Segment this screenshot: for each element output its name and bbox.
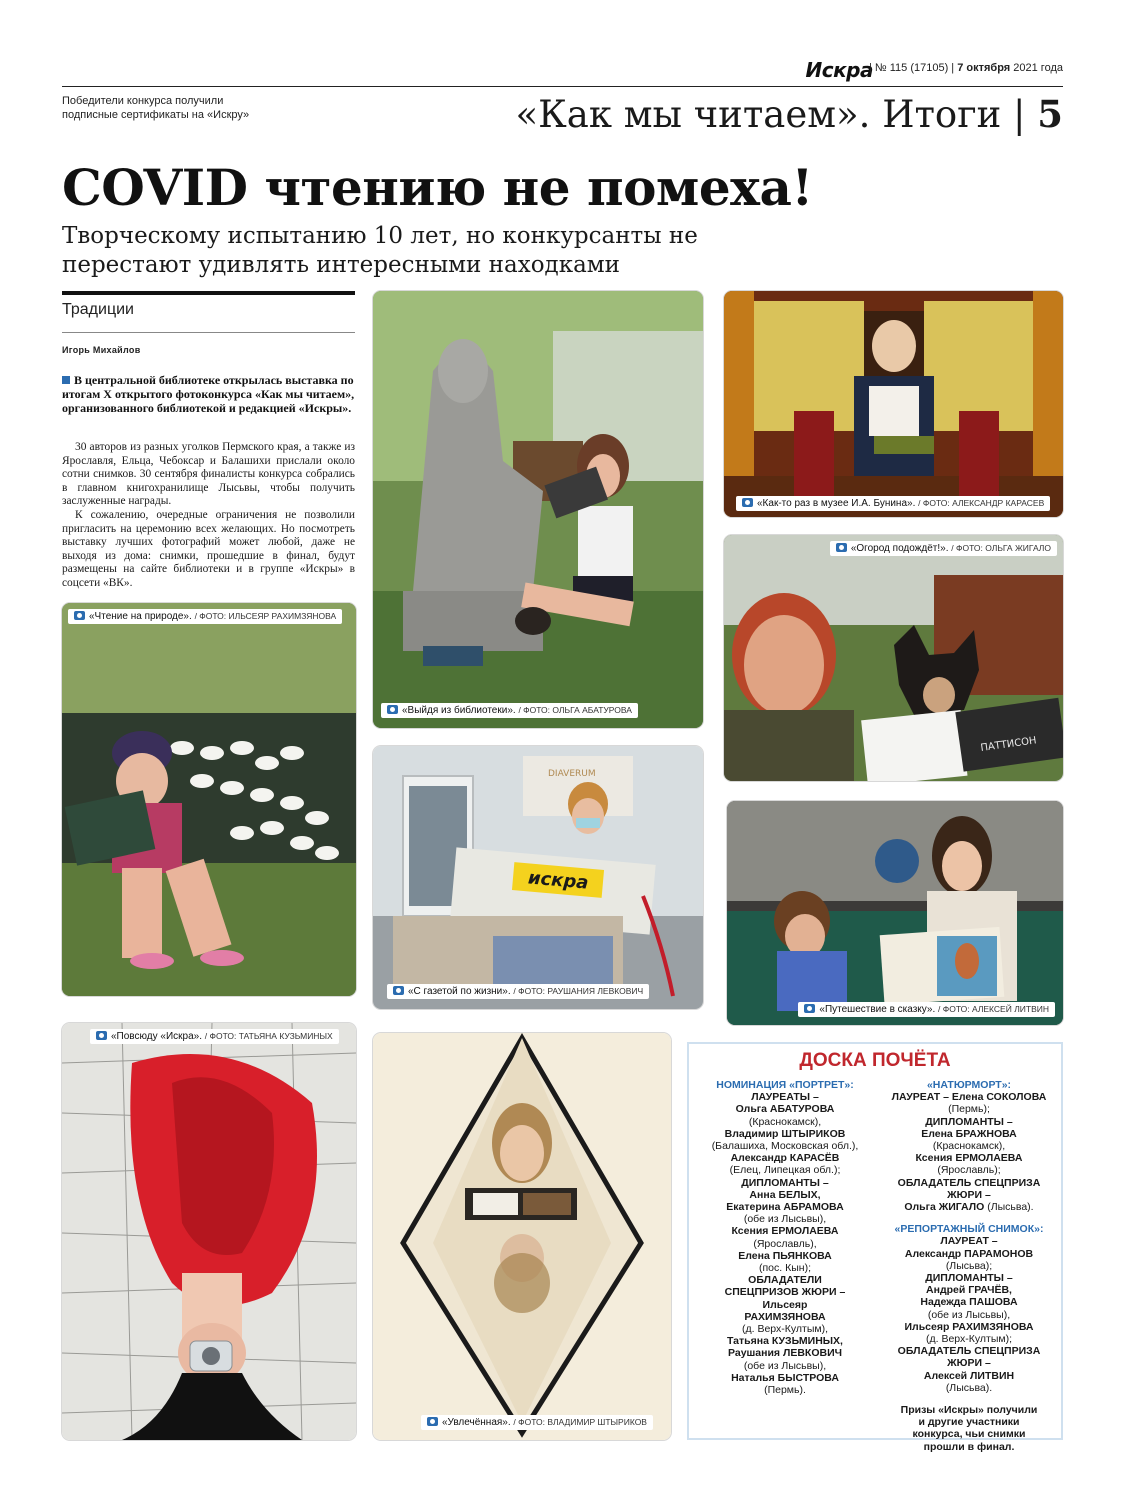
rubric-label: Традиции	[62, 301, 134, 318]
section-title-text: «Как мы читаем». Итоги |	[515, 93, 1026, 136]
body-paragraph: 30 авторов из разных уголков Пермского края, а также из Ярославля, Ельца, Чебоксар и Балашихи прислали около сотни снимков. 30 сентября финалисты конкурса собрались в главном книгохранилище Лысьвы, чтобы получить заслуженные награды.	[62, 441, 355, 508]
photo-image	[724, 535, 1063, 781]
winner-name: Наталья БЫСТРОВА	[731, 1371, 839, 1384]
masthead	[62, 56, 1063, 87]
photo-everywhere-iskra	[62, 1023, 356, 1440]
photo-image	[62, 603, 356, 996]
photo-leaving-library	[373, 291, 703, 728]
winners-line: ОБЛАДАТЕЛЬ СПЕЦПРИЗА ЖЮРИ –	[897, 1176, 1041, 1201]
prizes-note-line: Призы «Искры» получили	[900, 1404, 1038, 1417]
winner-city: (Ярославль);	[937, 1164, 1001, 1177]
photo-journey-fairy-tale	[727, 801, 1063, 1025]
winner-city: (Лысьва).	[987, 1201, 1034, 1214]
photo-caption	[387, 984, 649, 999]
winner-city: (Пермь);	[948, 1103, 990, 1116]
photo-bunin-museum	[724, 291, 1063, 517]
caption-title: «Чтение на природе».	[89, 611, 192, 622]
winners-line: ДИПЛОМАНТЫ –	[925, 1272, 1013, 1285]
photo-caption	[90, 1029, 339, 1044]
section-title	[516, 92, 1064, 136]
caption-title: «Путешествие в сказку».	[819, 1004, 936, 1015]
winner-city: (Краснокамск),	[748, 1115, 822, 1128]
winner-line	[879, 1201, 1059, 1213]
photo-caption	[68, 609, 342, 624]
camera-icon	[427, 1417, 438, 1426]
photo-caption	[798, 1002, 1055, 1017]
winner-name: РАХИМЗЯНОВА	[744, 1310, 826, 1323]
author-byline: Игорь Михайлов	[62, 345, 141, 355]
winner-city: (пос. Кын);	[759, 1262, 811, 1275]
caption-title: «С газетой по жизни».	[408, 986, 511, 997]
winners-line: ЛАУРЕАТ –	[940, 1235, 998, 1248]
issue-number: | № 115 (17105) |	[868, 62, 955, 74]
headline: COVID чтению не помеха!	[62, 158, 813, 217]
winner-name: Александр КАРАСЁВ	[730, 1152, 840, 1165]
winner-name: Владимир ШТЫРИКОВ	[724, 1127, 846, 1140]
lead-marker-icon	[62, 376, 70, 384]
caption-credit: / ФОТО: ВЛАДИМИР ШТЫРИКОВ	[513, 1417, 647, 1427]
caption-title: «Огород подождёт!».	[850, 543, 949, 554]
winner-city: (обе из Лысьвы),	[743, 1359, 827, 1372]
caption-credit: / ФОТО: РАУШАНИЯ ЛЕВКОВИЧ	[513, 986, 644, 996]
photo-caption	[381, 703, 638, 718]
photo-image	[373, 291, 703, 728]
winner-city: (Балашиха, Московская обл.),	[711, 1140, 859, 1153]
winner-city: (Лысьва).	[945, 1381, 993, 1394]
winner-name: Александр ПАРАМОНОВ	[904, 1247, 1034, 1260]
caption-credit: / ФОТО: ТАТЬЯНА КУЗЬМИНЫХ	[204, 1031, 333, 1041]
winner-name: Ильсеяр	[762, 1298, 808, 1311]
photo-reading-in-nature	[62, 603, 356, 996]
issue-year: 2021 года	[1013, 62, 1063, 74]
body-paragraph: К сожалению, очередные ограничения не позволили пригласить на церемонию всех желающих. Но посмотреть выставку лучших фотографий может любой, даже не выходя из дома: снимки, прошедшие в финал, будут размещены на сайте библиотеки и в группе «Искры» в соцсети «ВК».	[62, 508, 355, 589]
winner-city: (д. Верх-Култым),	[741, 1323, 829, 1336]
nomination-title: «НАТЮРМОРТ»:	[926, 1079, 1012, 1091]
rubric-divider	[62, 332, 355, 333]
winners-line: ОБЛАДАТЕЛЬ СПЕЦПРИЗА ЖЮРИ –	[897, 1345, 1041, 1370]
winners-line: ДИПЛОМАНТЫ –	[925, 1115, 1013, 1128]
winner-city: (Лысьва);	[945, 1259, 993, 1272]
camera-icon	[804, 1004, 815, 1013]
article-lead	[62, 373, 355, 415]
caption-title: «Повсюду «Искра».	[111, 1031, 202, 1042]
winners-line: ОБЛАДАТЕЛИ	[748, 1274, 822, 1287]
winner-name: Екатерина АБРАМОВА	[726, 1201, 844, 1214]
winner-name: Ильсеяр РАХИМЗЯНОВА	[904, 1320, 1034, 1333]
article-body	[62, 441, 355, 591]
camera-icon	[74, 611, 85, 620]
winner-name: Ольга ЖИГАЛО	[904, 1201, 985, 1214]
winner-name: ЛАУРЕАТ – Елена СОКОЛОВА	[891, 1091, 1047, 1104]
caption-title: «Увлечённая».	[442, 1417, 511, 1428]
winner-name: Ксения ЕРМОЛАЕВА	[915, 1152, 1023, 1165]
winner-city: (Пермь).	[764, 1384, 806, 1397]
clinic-sign-text: DIAVERUM	[548, 769, 596, 779]
photo-caption	[736, 496, 1050, 511]
winner-name: Елена ПЬЯНКОВА	[738, 1249, 832, 1262]
winner-name: Алексей ЛИТВИН	[923, 1369, 1015, 1382]
winners-line: ЛАУРЕАТЫ –	[751, 1091, 819, 1104]
winner-name: Андрей ГРАЧЁВ,	[926, 1284, 1012, 1297]
winners-line: СПЕЦПРИЗОВ ЖЮРИ –	[724, 1286, 846, 1299]
still-life-nomination	[879, 1079, 1059, 1453]
spacer	[879, 1213, 1059, 1223]
winner-city: (Ярославль),	[753, 1237, 817, 1250]
caption-title: «Выйдя из библиотеки».	[402, 705, 516, 716]
spacer	[879, 1394, 1059, 1404]
book-cover-text: ПАТТИСОН	[979, 735, 1038, 755]
winner-name: Татьяна КУЗЬМИНЫХ,	[727, 1335, 843, 1348]
newspaper-logo: Искра	[805, 58, 873, 82]
photo-with-newspaper	[373, 746, 703, 1009]
winner-name: Ольга АБАТУРОВА	[735, 1103, 835, 1116]
photo-image	[62, 1023, 356, 1440]
winner-city: (д. Верх-Култым);	[925, 1333, 1013, 1346]
winner-city: (обе из Лысьвы),	[927, 1308, 1011, 1321]
caption-credit: / ФОТО: АЛЕКСАНДР КАРАСЕВ	[918, 498, 1045, 508]
caption-title: «Как-то раз в музее И.А. Бунина».	[757, 498, 916, 509]
photo-caption	[830, 541, 1057, 556]
nomination-title: «РЕПОРТАЖНЫЙ СНИМОК»:	[894, 1223, 1044, 1236]
prizes-note-line: прошли в финал.	[923, 1440, 1015, 1453]
camera-icon	[742, 498, 753, 507]
prizes-note-line: и другие участники	[918, 1416, 1020, 1429]
camera-icon	[96, 1031, 107, 1040]
photo-absorbed	[373, 1033, 671, 1440]
caption-credit: / ФОТО: ИЛЬСЕЯР РАХИМЗЯНОВА	[194, 611, 337, 621]
photo-garden-can-wait	[724, 535, 1063, 781]
winners-note: Победители конкурса получили подписные сертификаты на «Искру»	[62, 95, 250, 121]
winner-city: (Елец, Липецкая обл.);	[729, 1164, 841, 1177]
caption-credit: / ФОТО: АЛЕКСЕЙ ЛИТВИН	[938, 1004, 1049, 1014]
winner-name: Анна БЕЛЫХ,	[749, 1188, 821, 1201]
issue-date: 7 октября	[957, 62, 1011, 74]
camera-icon	[387, 705, 398, 714]
honor-board-title: ДОСКА ПОЧЁТА	[799, 1050, 951, 1071]
winners-line: ДИПЛОМАНТЫ –	[741, 1176, 829, 1189]
portrait-nomination	[695, 1079, 875, 1396]
camera-icon	[836, 543, 847, 552]
photo-caption	[421, 1415, 653, 1430]
caption-credit: / ФОТО: ОЛЬГА ЖИГАЛО	[951, 543, 1051, 553]
issue-info	[869, 62, 1063, 74]
lead-text: В центральной библиотеке открылась выставка по итогам X открытого фотоконкурса «Как мы читаем», организованного библиотекой и редакцией «Искры».	[62, 373, 355, 415]
page-number: 5	[1037, 92, 1063, 136]
winner-city: (Краснокамск),	[932, 1140, 1006, 1153]
photo-image	[373, 746, 703, 1009]
photo-image	[724, 291, 1063, 517]
newspaper-text: искра	[527, 867, 590, 894]
camera-icon	[393, 986, 404, 995]
photo-image	[373, 1033, 671, 1440]
subheadline: Творческому испытанию 10 лет, но конкурсанты не перестают удивлять интересными находками	[62, 223, 698, 278]
prizes-note-line: конкурса, чьи снимки	[912, 1428, 1026, 1441]
winner-name: Раушания ЛЕВКОВИЧ	[727, 1347, 842, 1360]
winner-name: Надежда ПАШОВА	[920, 1296, 1018, 1309]
winner-city: (обе из Лысьвы),	[743, 1213, 827, 1226]
rubric	[62, 291, 355, 319]
winner-name: Ксения ЕРМОЛАЕВА	[731, 1225, 839, 1238]
caption-credit: / ФОТО: ОЛЬГА АБАТУРОВА	[518, 705, 632, 715]
photo-image	[727, 801, 1063, 1025]
honor-board	[687, 1042, 1063, 1453]
nomination-title: НОМИНАЦИЯ «ПОРТРЕТ»:	[716, 1079, 854, 1091]
winner-name: Елена БРАЖНОВА	[921, 1127, 1017, 1140]
